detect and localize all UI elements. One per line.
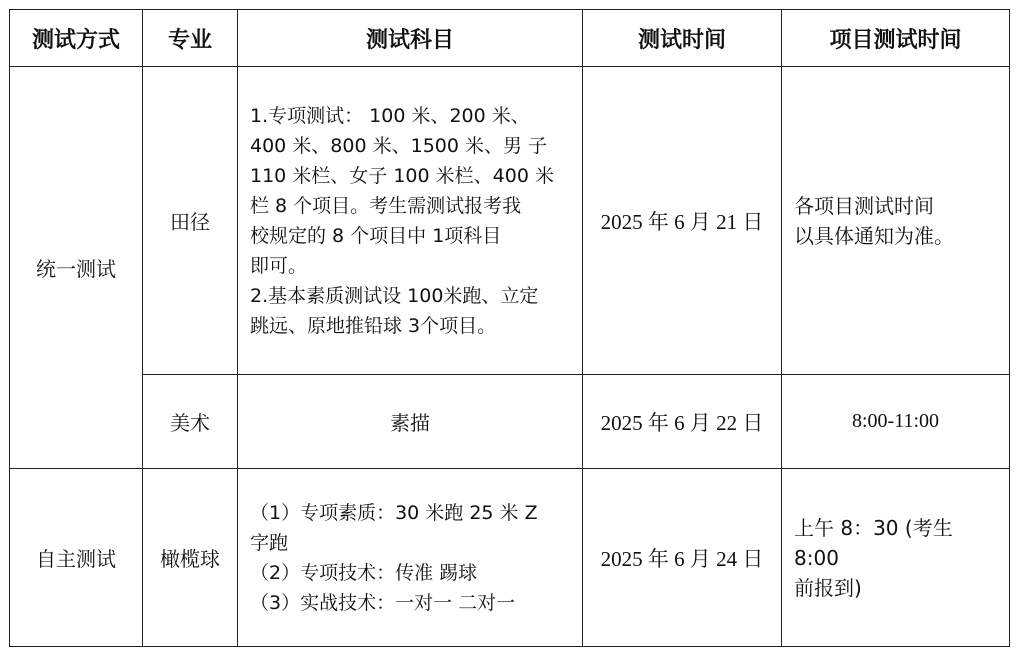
subject-line: （2）专项技术：传准 踢球: [250, 561, 478, 584]
time-art: 8:00-11:00: [782, 375, 1010, 469]
subject-line: 110 米栏、女子 100 米栏、400 米: [250, 164, 554, 187]
header-row: [10, 10, 1010, 67]
subject-line: 400 米、800 米、1500 米、男 子: [250, 134, 548, 157]
header-test-subject: 测试科目: [238, 10, 583, 67]
subject-line: 字跑: [250, 531, 289, 554]
method-unified: 统一测试: [10, 67, 143, 469]
date-rugby: 2025 年 6 月 24 日: [583, 469, 782, 647]
time-line: 前报到): [794, 575, 862, 600]
subject-line: （3）实战技术：一对一 二对一: [250, 591, 516, 614]
subject-line: 校规定的 8 个项目中 1项科目: [250, 224, 502, 247]
table-row-athletics: [10, 67, 1010, 375]
major-art: 美术: [143, 375, 238, 469]
header-test-method: 测试方式: [10, 10, 143, 67]
subject-line: 即可。: [250, 254, 308, 277]
time-line: 上午 8：30 (考生 8:00: [794, 515, 953, 570]
exam-schedule-table: [9, 9, 1010, 647]
subject-line: 栏 8 个项目。考生需测试报考我: [250, 194, 522, 217]
time-rugby: [782, 469, 1010, 647]
major-rugby: 橄榄球: [143, 469, 238, 647]
subject-athletics: [238, 67, 583, 375]
time-line: 以具体通知为准。: [794, 223, 954, 248]
table-row-rugby: [10, 469, 1010, 647]
subject-line: 2.基本素质测试设 100米跑、立定: [250, 284, 539, 307]
date-athletics: 2025 年 6 月 21 日: [583, 67, 782, 375]
header-item-test-time: 项目测试时间: [782, 10, 1010, 67]
date-art: 2025 年 6 月 22 日: [583, 375, 782, 469]
time-line: 各项目测试时间: [794, 193, 934, 218]
subject-line: 跳远、原地推铅球 3个项目。: [250, 314, 497, 337]
subject-line: （1）专项素质：30 米跑 25 米 Z: [250, 501, 538, 524]
table-row-art: [10, 375, 1010, 469]
subject-art: 素描: [238, 375, 583, 469]
subject-line: 1.专项测试： 100 米、200 米、: [250, 104, 530, 127]
method-independent: 自主测试: [10, 469, 143, 647]
subject-rugby: [238, 469, 583, 647]
time-athletics: [782, 67, 1010, 375]
major-athletics: 田径: [143, 67, 238, 375]
header-major: 专业: [143, 10, 238, 67]
header-test-date: 测试时间: [583, 10, 782, 67]
